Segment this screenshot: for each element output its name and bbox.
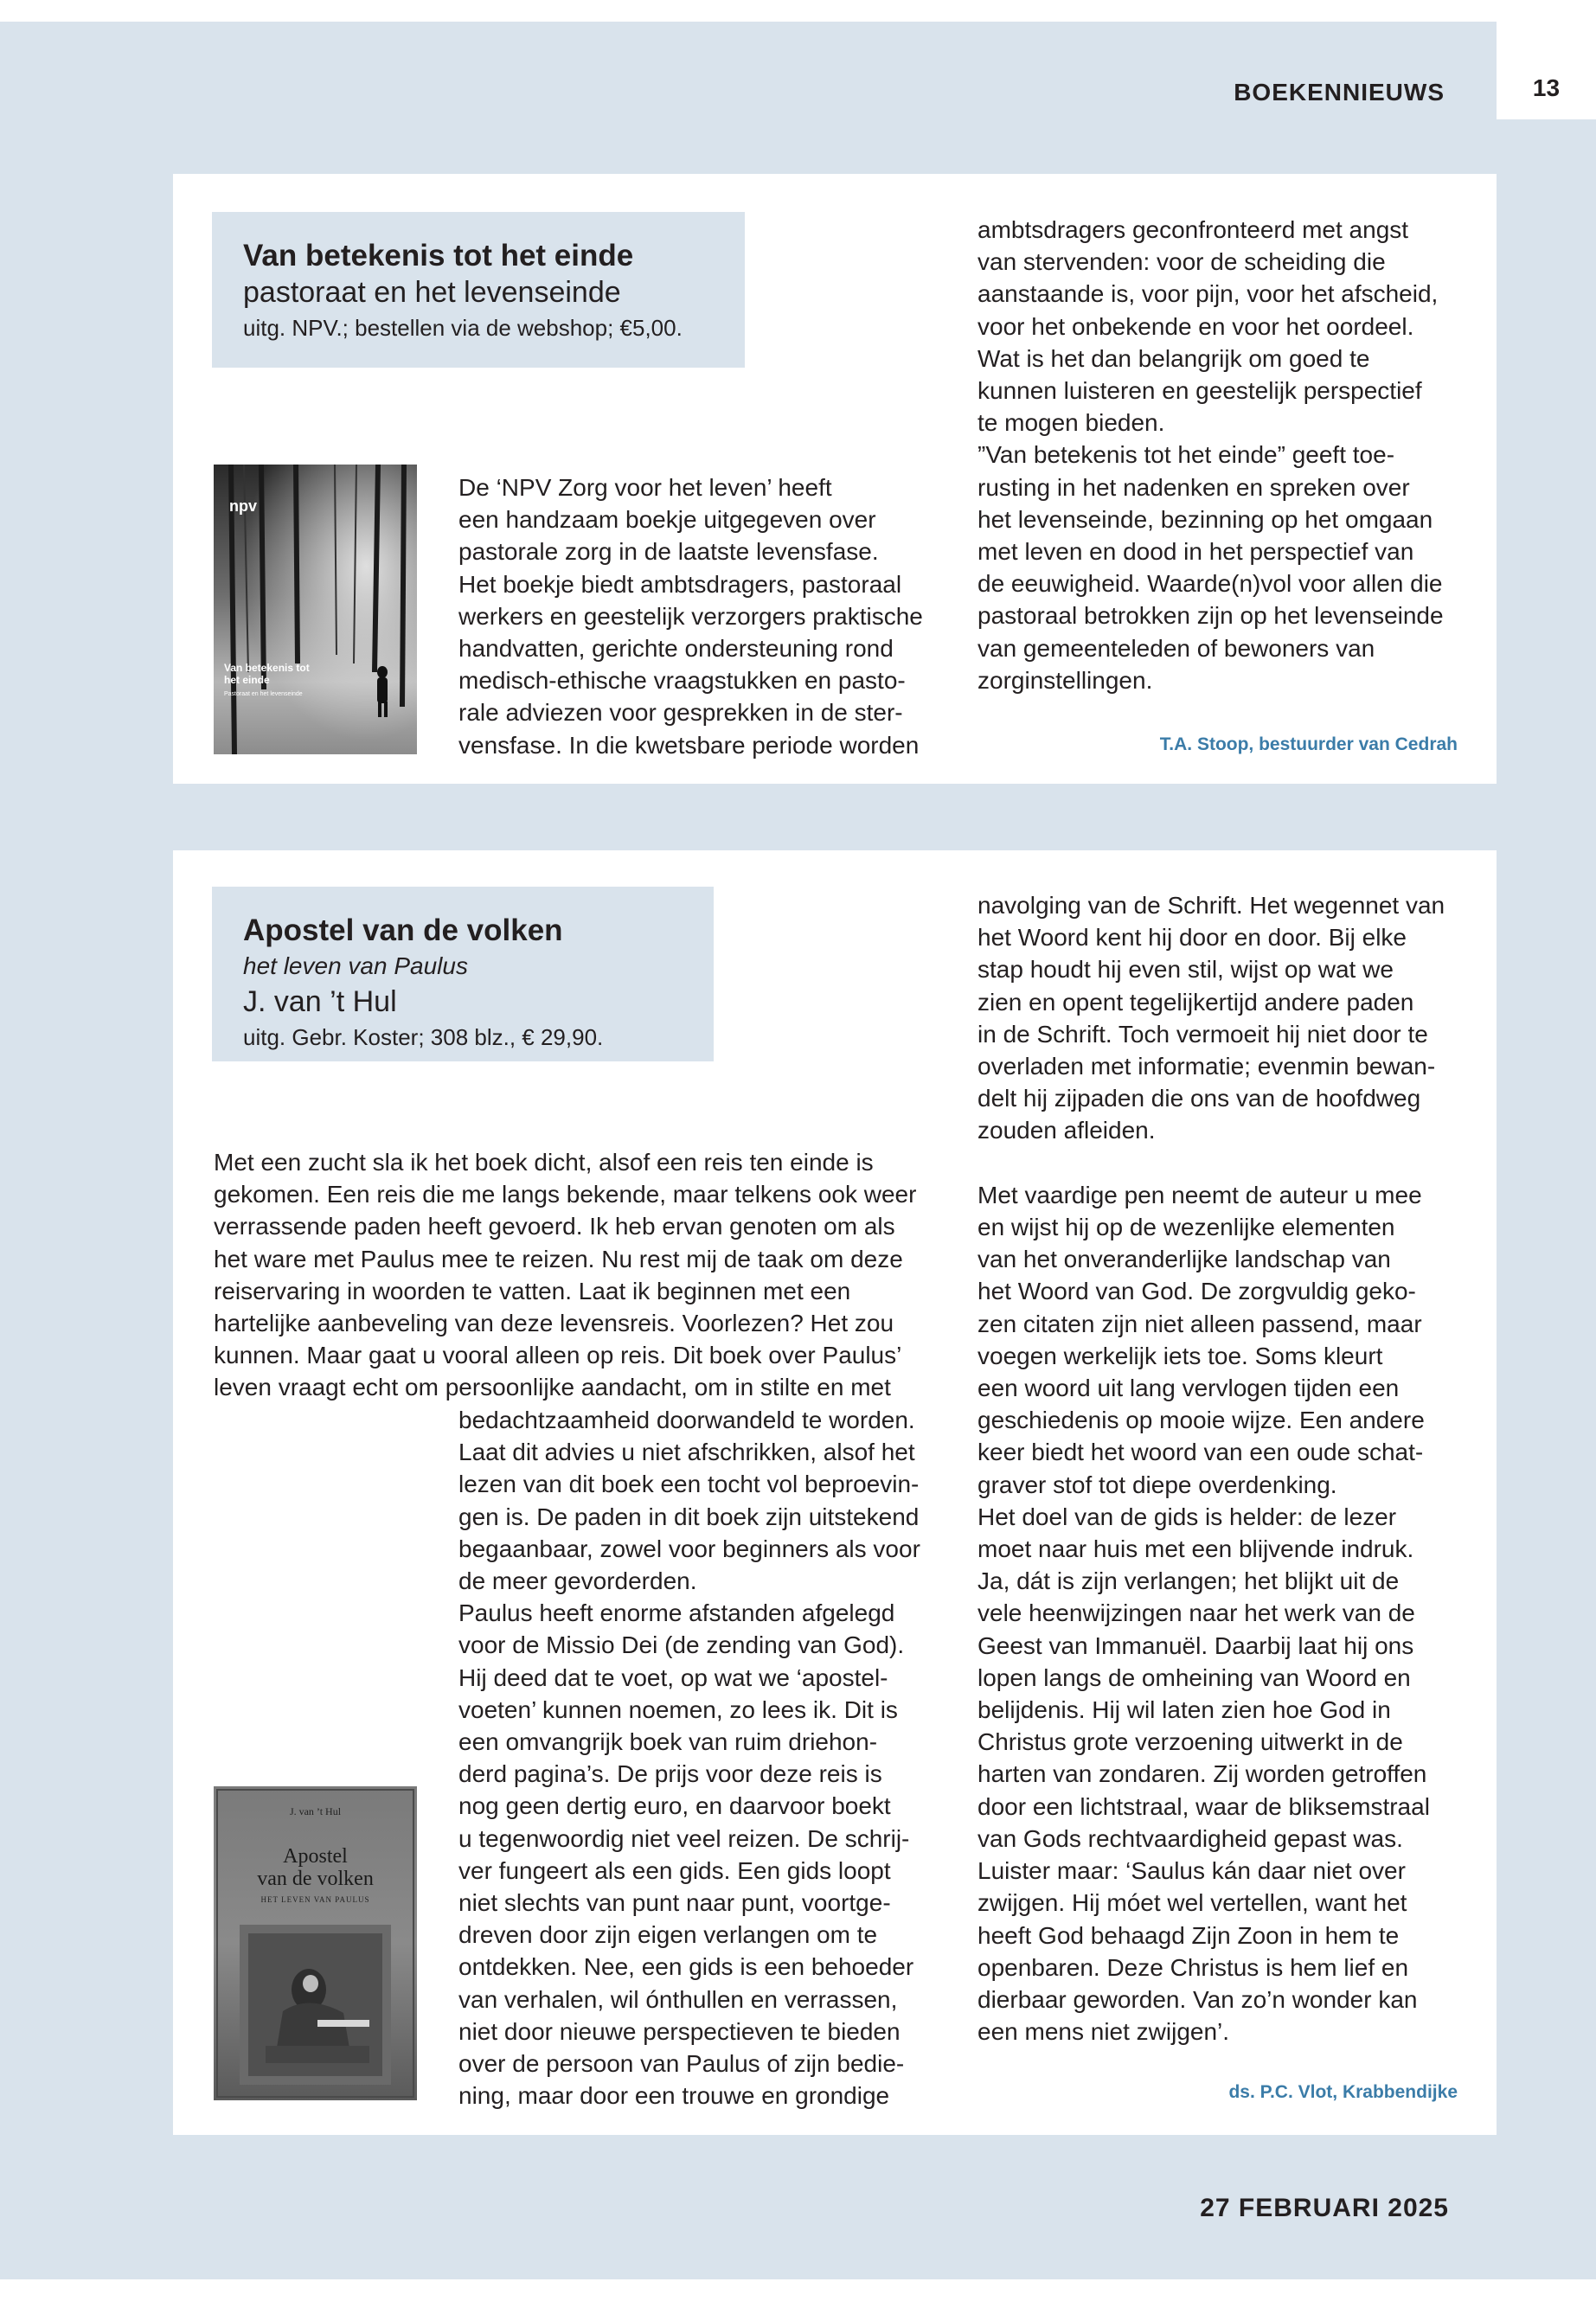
review-2-cover-title-2: van de volken bbox=[257, 1868, 374, 1890]
review-1-cover-title-2: het einde bbox=[224, 674, 270, 686]
review-2-title-box bbox=[212, 887, 714, 1061]
review-1-cover-title-1: Van betekenis tot bbox=[224, 662, 310, 674]
review-1-column-1: De ‘NPV Zorg voor het leven’ heeft een handzaam boekje uitgegeven over pastorale zorg in de laatste levensfase. Het boekje biedt ambtsdragers, pastoraal werkers en geestelijk verzorgers praktische handvatten, gerichte ondersteuning rond medisch-ethische vraagstukken en pasto- rale adviezen voor gesprekken in de ster- vensfase. In die kwetsbare periode worden bbox=[458, 474, 923, 759]
review-1-cover-subtitle: Pastoraat en het levenseinde bbox=[224, 691, 303, 697]
review-2-subtitle: het leven van Paulus bbox=[243, 952, 468, 979]
review-card-1 bbox=[173, 174, 1497, 784]
review-2-info: uitg. Gebr. Koster; 308 blz., € 29,90. bbox=[243, 1024, 604, 1050]
section-label: BOEKENNIEUWS bbox=[1234, 79, 1445, 106]
review-1-book-cover bbox=[214, 465, 417, 754]
review-2-cover-subtitle: HET LEVEN VAN PAULUS bbox=[260, 1895, 370, 1904]
review-2-cover-author: J. van ’t Hul bbox=[289, 1805, 342, 1817]
review-1-title-box bbox=[212, 212, 745, 368]
page-number: 13 bbox=[1532, 74, 1561, 101]
review-1-subtitle: pastoraat en het levenseinde bbox=[243, 276, 621, 309]
review-1-signature: T.A. Stoop, bestuurder van Cedrah bbox=[1159, 734, 1458, 754]
review-1-column-2: ambtsdragers geconfronteerd met angst van stervenden: voor de scheiding die aanstaande is, voor pijn, voor het afscheid, voor het onbekende en voor het oordeel. Wat is het dan belangrijk om goed te kunnen luisteren en geestelijk perspectief te mogen bieden. ”Van betekenis tot het einde” geeft toe- rusting in het nadenken en spreken over het levenseinde, bezinning op het omgaan met leven en dood in het perspectief van de eeuwigheid. Waarde(n)vol voor allen die pastoraal betrokken zijn op het levenseinde van gemeenteleden of bewoners van zorginstellingen. bbox=[977, 216, 1444, 694]
review-2-intro: Met een zucht sla ik het boek dicht, alsof een reis ten einde is gekomen. Een reis die me langs bekende, maar telkens ook weer verrassende paden heeft gevoerd. Ik heb ervan genoten om als het ware met Paulus mee te reizen. Nu rest mij de taak om deze reiservaring in woorden te vatten. Laat ik beginnen met een hartelijke aanbeveling van deze levensreis. Voorlezen? Het zou kunnen. Maar gaat u vooral alleen op reis. Dit boek over Paulus’ leven vraagt echt om persoonlijke aandacht, om in stilte en met bbox=[214, 1149, 917, 1401]
review-card-2 bbox=[173, 850, 1497, 2135]
review-1-cover-logo: npv bbox=[229, 497, 258, 515]
review-2-column-2: navolging van de Schrift. Het wegennet van het Woord kent hij door en door. Bij elke stap houdt hij even stil, wijst op wat we zien en opent tegelijkertijd andere paden in de Schrift. Toch vermoeit hij niet door te overladen met informatie; evenmin bewan- delt hij zijpaden die ons van de hoofdweg zouden afleiden. Met vaardige pen neemt de auteur u mee en wijst hij op de wezenlijke elementen van het onveranderlijke landschap van het Woord van God. De zorgvuldig geko- zen citaten zijn niet alleen passend, maar voegen werkelijk iets toe. Soms kleurt een woord uit lang vervlogen tijden een geschiedenis op mooie wijze. Een andere keer biedt het woord van een oude schat- graver stof tot diepe overdenking. Het doel van de gids is helder: de lezer moet naar huis met een blijvende indruk. Ja, dát is zijn verlangen; het blijkt uit de vele heenwijzingen naar het werk van de Geest van Immanuël. Daarbij laat hij ons lopen langs de omheining van Woord en belijdenis. Hij wil laten zien hoe God in Christus grote verzoening uitwerkt in de harten van zondaren. Zij worden getroffen door een lichtstraal, waar de bliksemstraal van Gods rechtvaardigheid gepast was. Luister maar: ‘Saulus kán daar niet over zwijgen. Hij móet wel vertellen, want het heeft God behaagd Zijn Zoon in hem te openbaren. Deze Christus is hem lief en dierbaar geworden. Van zo’n wonder kan een mens niet zwijgen’. bbox=[977, 892, 1445, 2046]
review-2-cover-title-1: Apostel bbox=[283, 1845, 348, 1868]
footer-date: 27 FEBRUARI 2025 bbox=[1200, 2194, 1449, 2222]
review-2-title: Apostel van de volken bbox=[243, 913, 563, 947]
review-2-author: J. van ’t Hul bbox=[243, 985, 397, 1018]
review-2-column-1: bedachtzaamheid doorwandeld te worden. Laat dit advies u niet afschrikken, alsof het lezen van dit boek een tocht vol beproevin- gen is. De paden in dit boek zijn uitstekend begaanbaar, zowel voor beginners als voor de meer gevorderden. Paulus heeft enorme afstanden afgelegd voor de Missio Dei (de zending van God). Hij deed dat te voet, op wat we ‘apostel- voeten’ kunnen noemen, zo lees ik. Dit is een omvangrijk boek van ruim driehon- derd pagina’s. De prijs voor deze reis is nog geen dertig euro, en daarvoor boekt u tegenwoordig niet veel reizen. De schrij- ver fungeert als een gids. Een gids loopt niet slechts van punt naar punt, voortge- dreven door zijn eigen verlangen om te ontdekken. Nee, een gids is een behoeder van verhalen, wil ónthullen en verrassen, niet door nieuwe perspectieven te bieden over de persoon van Paulus of zijn bedie- ning, maar door een trouwe en grondige bbox=[458, 1407, 920, 2110]
review-2-signature: ds. P.C. Vlot, Krabbendijke bbox=[1228, 2082, 1458, 2102]
review-1-title: Van betekenis tot het einde bbox=[243, 239, 634, 272]
review-2-book-cover bbox=[214, 1786, 417, 2100]
review-1-info: uitg. NPV.; bestellen via de webshop; €5,00. bbox=[243, 315, 683, 341]
